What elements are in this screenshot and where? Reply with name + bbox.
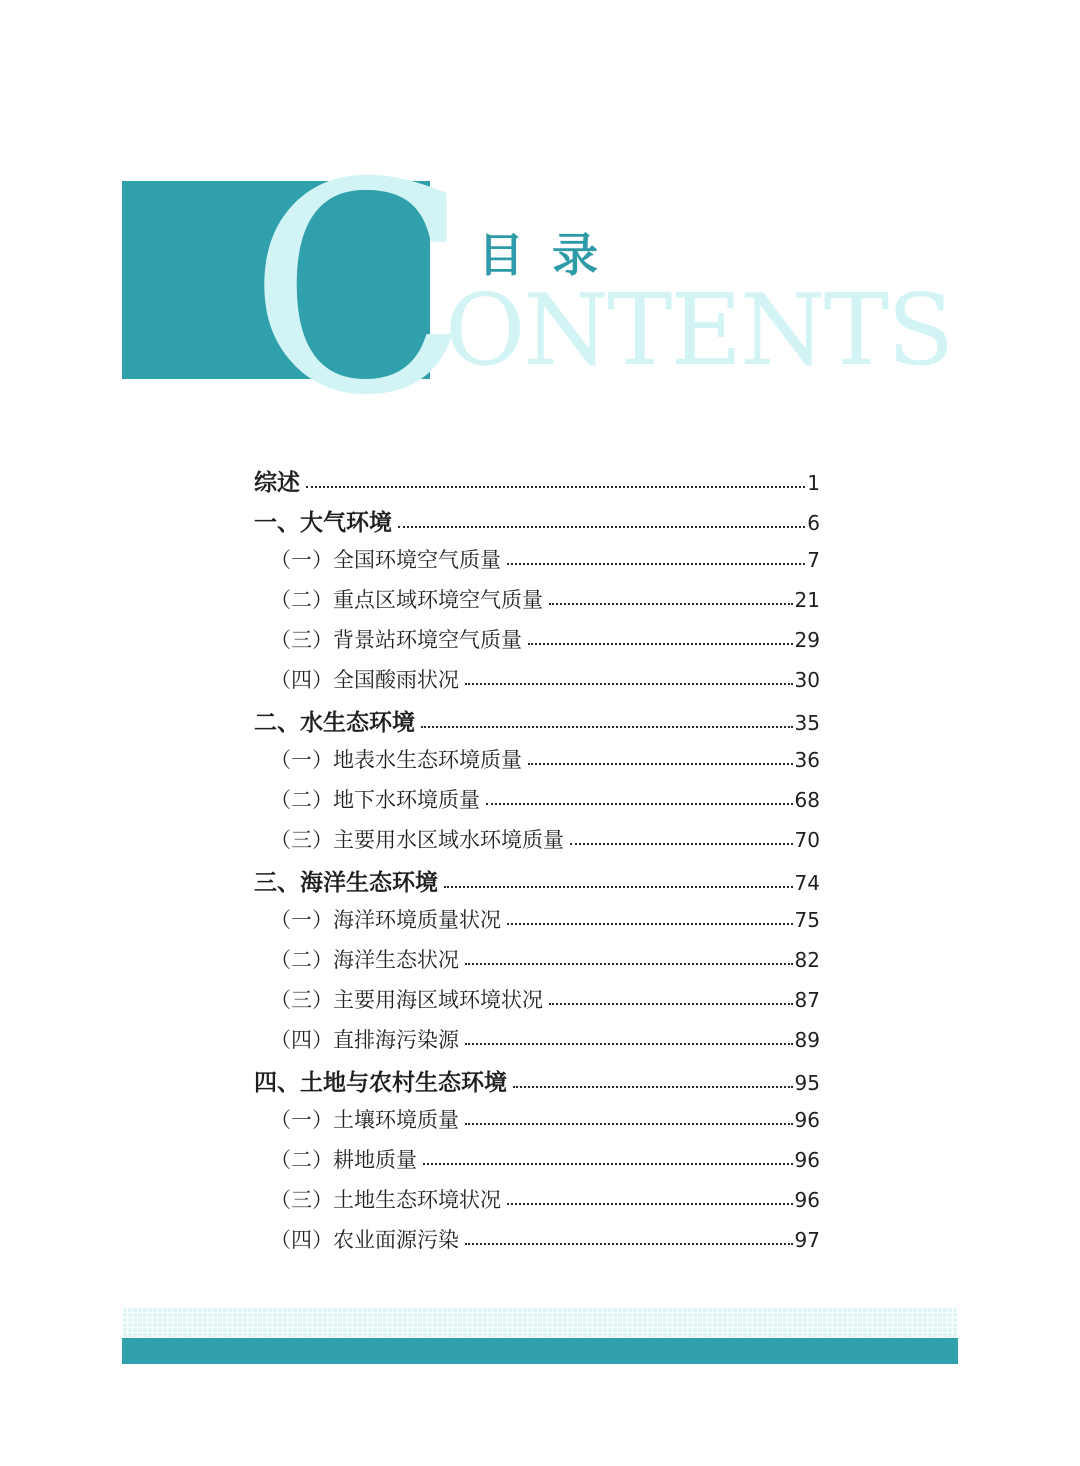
page-title: 目录 (478, 228, 626, 282)
toc-entry-label: （三）背景站环境空气质量 (270, 628, 522, 652)
toc-leader-dots (549, 1003, 793, 1005)
toc-leader-dots (465, 1123, 793, 1125)
table-of-contents (254, 464, 820, 1264)
contents-header (0, 0, 1080, 459)
toc-leader-dots (507, 923, 793, 925)
toc-entry[interactable] (254, 904, 820, 944)
footer-grid-band (122, 1307, 958, 1337)
toc-entry-page: 96 (794, 1148, 820, 1172)
toc-entry-page: 29 (794, 628, 820, 652)
toc-entry[interactable] (254, 464, 820, 504)
toc-entry-page: 97 (794, 1228, 820, 1252)
toc-entry-page: 6 (807, 511, 820, 535)
toc-entry-label: （四）直排海污染源 (270, 1028, 459, 1052)
toc-entry-label: （四）农业面源污染 (270, 1228, 459, 1252)
toc-entry-page: 35 (794, 711, 820, 735)
toc-entry-page: 75 (794, 908, 820, 932)
header-big-letter-c: C (248, 122, 470, 459)
toc-entry-page: 95 (794, 1071, 820, 1095)
toc-entry-label: （三）主要用水区域水环境质量 (270, 828, 564, 852)
toc-entry[interactable] (254, 824, 820, 864)
toc-entry[interactable] (254, 584, 820, 624)
toc-entry-label: （三）土地生态环境状况 (270, 1188, 501, 1212)
toc-entry-label: （一）地表水生态环境质量 (270, 748, 522, 772)
toc-entry-label: （一）土壤环境质量 (270, 1108, 459, 1132)
toc-entry[interactable] (254, 1104, 820, 1144)
toc-entry-label: （一）海洋环境质量状况 (270, 908, 501, 932)
toc-entry[interactable] (254, 1024, 820, 1064)
toc-entry-page: 36 (794, 748, 820, 772)
toc-entry-page: 87 (794, 988, 820, 1012)
toc-entry-page: 7 (807, 548, 820, 572)
toc-entry[interactable] (254, 624, 820, 664)
toc-entry-page: 68 (794, 788, 820, 812)
toc-entry-label: （二）海洋生态状况 (270, 948, 459, 972)
toc-entry-label: 四、土地与农村生态环境 (254, 1070, 507, 1096)
toc-entry[interactable] (254, 1224, 820, 1264)
toc-entry-page: 96 (794, 1108, 820, 1132)
toc-leader-dots (398, 526, 805, 528)
toc-entry[interactable] (254, 704, 820, 744)
toc-leader-dots (423, 1163, 793, 1165)
toc-entry-page: 96 (794, 1188, 820, 1212)
toc-entry-page: 82 (794, 948, 820, 972)
header-english-title: ONTENTS (445, 274, 953, 388)
toc-entry[interactable] (254, 744, 820, 784)
toc-entry-label: （三）主要用海区域环境状况 (270, 988, 543, 1012)
toc-entry-label: （二）地下水环境质量 (270, 788, 480, 812)
toc-leader-dots (465, 1043, 793, 1045)
toc-leader-dots (513, 1086, 793, 1088)
toc-leader-dots (465, 1243, 793, 1245)
toc-entry[interactable] (254, 984, 820, 1024)
toc-entry-label: 综述 (254, 470, 300, 496)
toc-entry-page: 70 (794, 828, 820, 852)
toc-entry[interactable] (254, 944, 820, 984)
toc-leader-dots (507, 1203, 793, 1205)
toc-leader-dots (570, 843, 793, 845)
toc-entry-page: 30 (794, 668, 820, 692)
toc-entry[interactable] (254, 1064, 820, 1104)
toc-entry-page: 21 (794, 588, 820, 612)
toc-entry-label: （二）耕地质量 (270, 1148, 417, 1172)
toc-entry-page: 89 (794, 1028, 820, 1052)
toc-entry[interactable] (254, 664, 820, 704)
toc-entry[interactable] (254, 1184, 820, 1224)
toc-entry[interactable] (254, 864, 820, 904)
toc-entry-label: 一、大气环境 (254, 510, 392, 536)
toc-leader-dots (465, 683, 793, 685)
toc-entry-page: 74 (794, 871, 820, 895)
toc-entry[interactable] (254, 1144, 820, 1184)
toc-leader-dots (528, 643, 793, 645)
toc-entry-label: （二）重点区域环境空气质量 (270, 588, 543, 612)
toc-leader-dots (306, 486, 805, 488)
toc-entry[interactable] (254, 504, 820, 544)
toc-entry-label: （四）全国酸雨状况 (270, 668, 459, 692)
toc-leader-dots (486, 803, 793, 805)
toc-leader-dots (421, 726, 793, 728)
toc-entry-label: （一）全国环境空气质量 (270, 548, 501, 572)
toc-leader-dots (444, 886, 793, 888)
toc-leader-dots (549, 603, 793, 605)
toc-entry[interactable] (254, 544, 820, 584)
toc-leader-dots (528, 763, 793, 765)
toc-leader-dots (507, 563, 805, 565)
toc-entry-page: 1 (807, 471, 820, 495)
toc-entry[interactable] (254, 784, 820, 824)
footer-teal-bar (122, 1338, 958, 1364)
toc-entry-label: 二、水生态环境 (254, 710, 415, 736)
toc-entry-label: 三、海洋生态环境 (254, 870, 438, 896)
toc-leader-dots (465, 963, 793, 965)
